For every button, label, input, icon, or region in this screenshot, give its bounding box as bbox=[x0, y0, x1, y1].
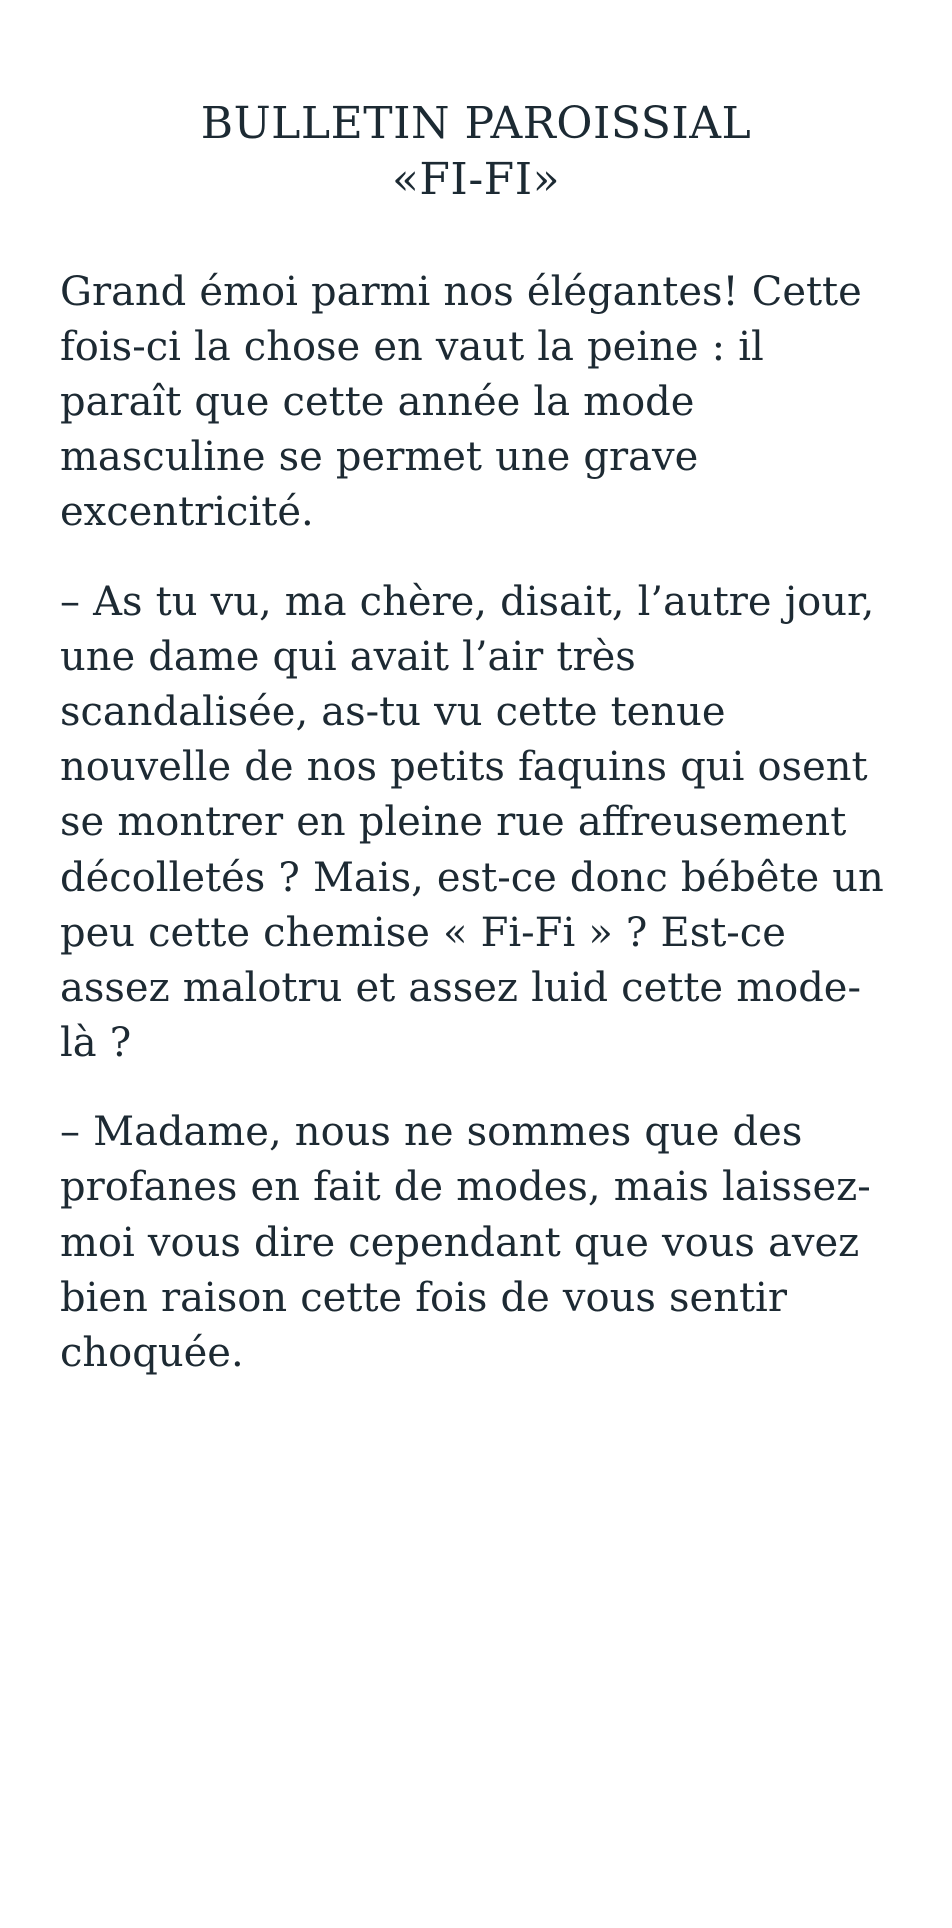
page-title bbox=[60, 96, 892, 209]
paragraph: – Madame, nous ne sommes que des profanes en fait de modes, mais laissez-moi vous dire cependant que vous avez bien raison cette fois de vous sentir choquée. bbox=[60, 1109, 871, 1376]
paragraph: – As tu vu, ma chère, disait, l’autre jour, une dame qui avait l’air très scandalisée, as-tu vu cette tenue nouvelle de nos petits faquins qui osent se montrer en pleine rue affreusement décolletés ? Mais, est-ce donc bébête un peu cette chemise « Fi-Fi » ? Est-ce assez malotru et assez luid cette mode-là ? bbox=[60, 578, 884, 1067]
page-title-line-2: «FI-FI» bbox=[391, 154, 561, 206]
paragraph: Grand émoi parmi nos élégantes! Cette fois-ci la chose en vaut la peine : il paraît que cette année la mode masculine se permet une grave excentricité. bbox=[60, 268, 862, 536]
page-title-line-1: BULLETIN PAROISSIAL bbox=[200, 98, 752, 149]
document-body bbox=[60, 265, 892, 1382]
